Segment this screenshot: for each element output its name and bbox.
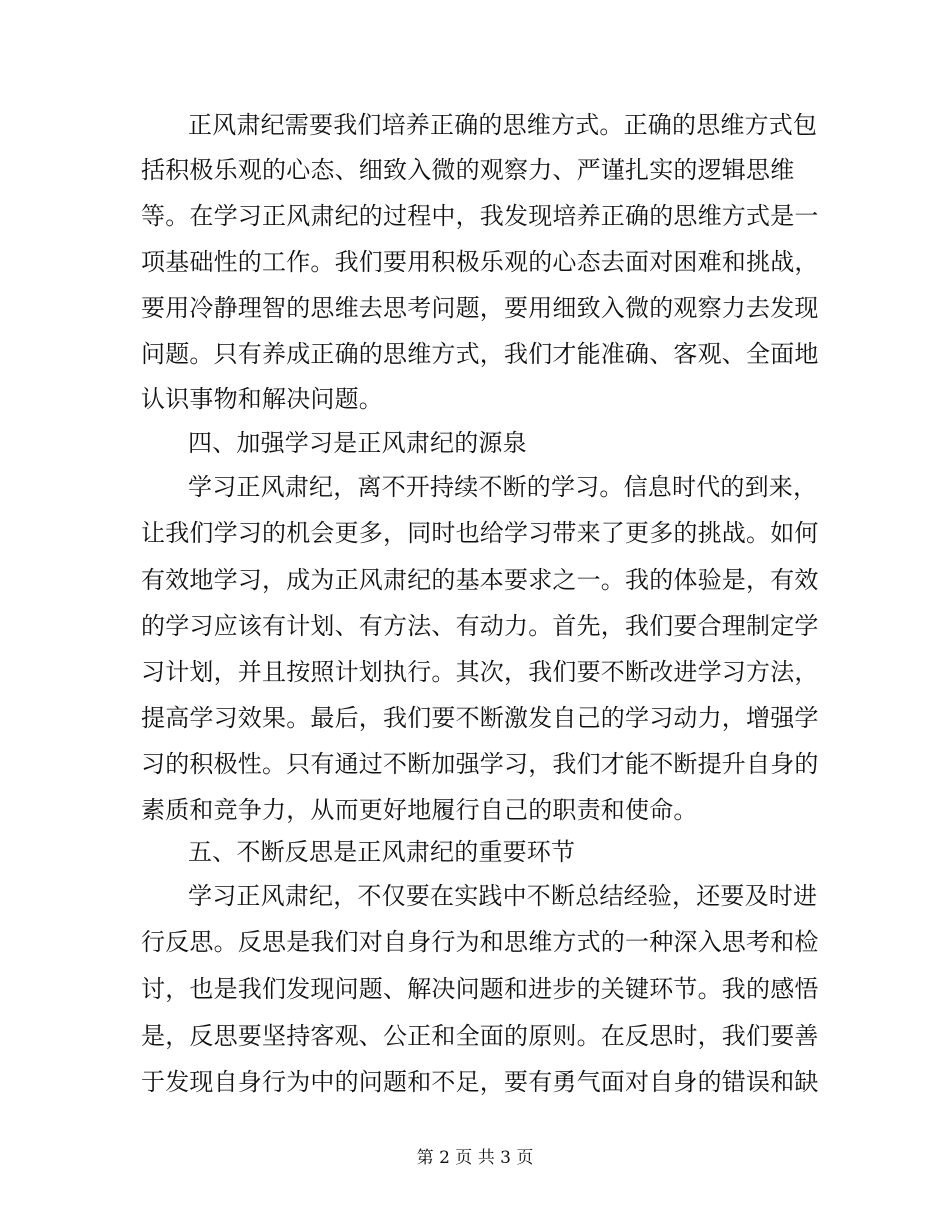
paragraph-line: 学习正风肃纪，离不开持续不断的学习。信息时代的到来，: [188, 473, 818, 501]
paragraph-line: 问题。只有养成正确的思维方式，我们才能准确、客观、全面地: [141, 340, 819, 368]
paragraph-line: 于发现自身行为中的问题和不足，要有勇气面对自身的错误和缺: [141, 1068, 819, 1096]
page-footer: 第 2 页 共 3 页: [416, 1148, 534, 1168]
paragraph-line: 项基础性的工作。我们要用积极乐观的心态去面对困难和挑战，: [141, 248, 819, 276]
paragraph-line: 讨，也是我们发现问题、解决问题和进步的关键环节。我的感悟: [141, 975, 819, 1003]
paragraph-line: 习计划，并且按照计划执行。其次，我们要不断改进学习方法，: [141, 658, 819, 686]
paragraph-line: 括积极乐观的心态、细致入微的观察力、严谨扎实的逻辑思维: [141, 156, 795, 184]
paragraph-line: 要用冷静理智的思维去思考问题，要用细致入微的观察力去发现: [141, 294, 819, 322]
paragraph-line: 让我们学习的机会更多，同时也给学习带来了更多的挑战。如何: [141, 519, 819, 547]
paragraph-line: 素质和竞争力，从而更好地履行自己的职责和使命。: [141, 796, 698, 824]
paragraph-line: 行反思。反思是我们对自身行为和思维方式的一种深入思考和检: [141, 928, 819, 956]
paragraph-line: 认识事物和解决问题。: [141, 385, 383, 413]
paragraph-line: 有效地学习，成为正风肃纪的基本要求之一。我的体验是，有效: [141, 566, 819, 594]
paragraph-line: 习的积极性。只有通过不断加强学习，我们才能不断提升自身的: [141, 750, 819, 778]
paragraph-line: 等。在学习正风肃纪的过程中，我发现培养正确的思维方式是一: [141, 202, 819, 230]
section-heading: 五、不断反思是正风肃纪的重要环节: [188, 838, 576, 866]
paragraph-line: 的学习应该有计划、有方法、有动力。首先，我们要合理制定学: [141, 612, 819, 640]
paragraph-line: 是，反思要坚持客观、公正和全面的原则。在反思时，我们要善: [141, 1022, 819, 1050]
paragraph-line: 学习正风肃纪，不仅要在实践中不断总结经验，还要及时进: [188, 882, 818, 910]
section-heading: 四、加强学习是正风肃纪的源泉: [188, 429, 527, 457]
paragraph-line: 正风肃纪需要我们培养正确的思维方式。正确的思维方式包: [188, 111, 818, 139]
paragraph-line: 提高学习效果。最后，我们要不断激发自己的学习动力，增强学: [141, 704, 819, 732]
